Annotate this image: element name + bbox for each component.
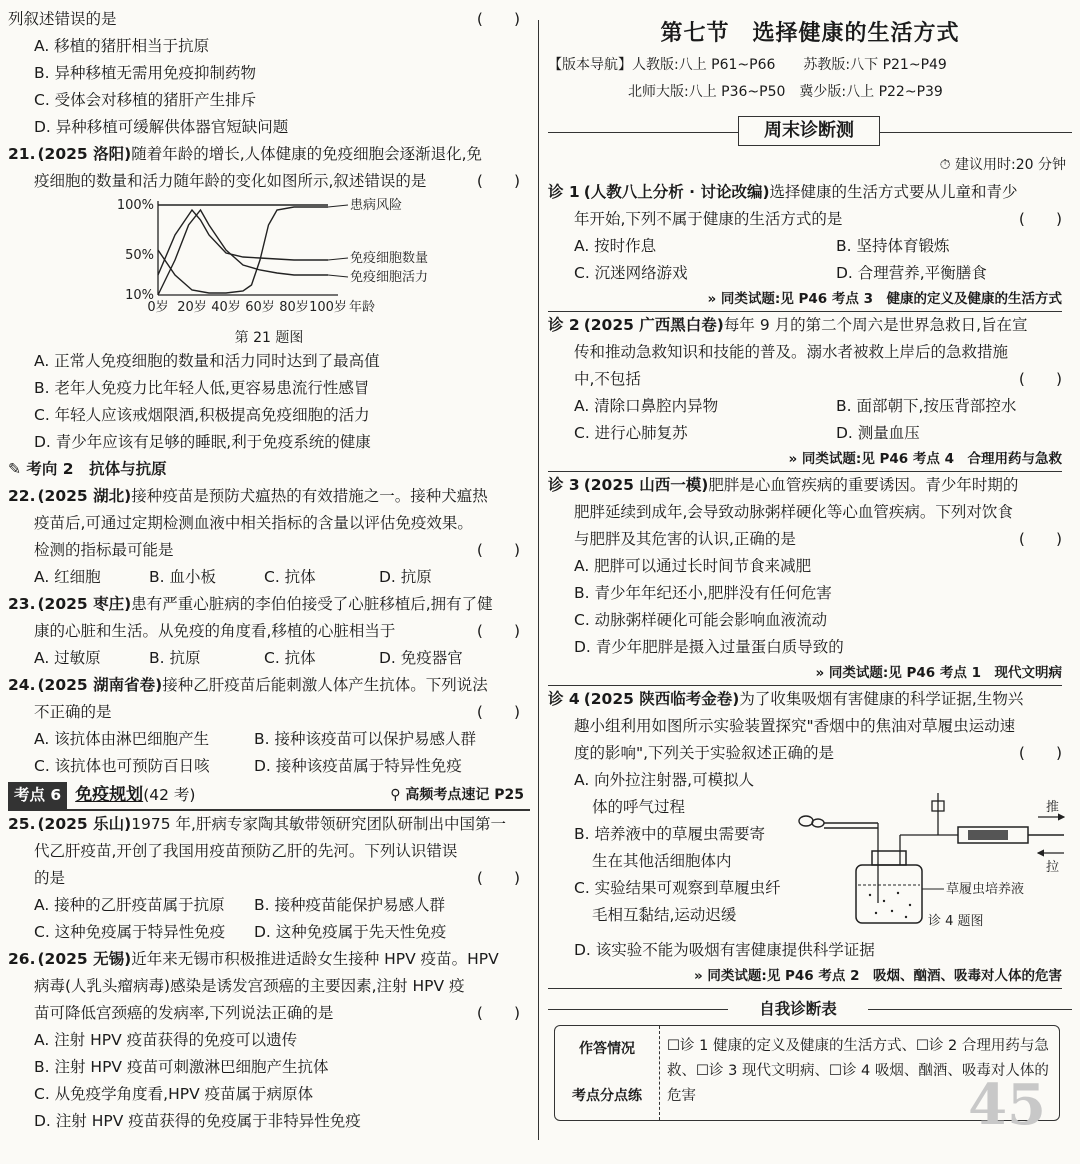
weekend-test-banner: [548, 112, 1072, 152]
z1-options-ab: A. 按时作息 B. 坚持体育锻炼: [574, 237, 950, 255]
q20-option-a: A. 移植的猪肝相当于抗原: [34, 37, 210, 55]
z3-option-d: D. 青少年肥胖是摄入过量蛋白质导致的: [574, 638, 844, 656]
z2-stem-2: 传和推动急救知识和技能的普及。溺水者被救上岸后的急救措施: [574, 343, 1009, 361]
left-column: [8, 0, 530, 1135]
q26-option-c: C. 从免疫学角度看,HPV 疫苗属于病原体: [34, 1085, 314, 1103]
kaodian-count: (42 考): [143, 786, 196, 804]
x-axis-label: 年龄: [348, 300, 376, 315]
kaodian-6-bar: [8, 782, 530, 811]
q21-line-chart: [8, 195, 530, 328]
q24-options-ab: A. 该抗体由淋巴细胞产生 B. 接种该疫苗可以保护易感人群: [34, 730, 476, 748]
legend-leader: [328, 205, 348, 207]
z3-option-c: C. 动脉粥样硬化可能会影响血液流动: [574, 611, 828, 629]
q25-stem-2: 代乙肝疫苗,开创了我国用疫苗预防乙肝的先河。下列认识错误: [34, 842, 458, 860]
culture-label: 草履虫培养液: [946, 882, 1025, 897]
kaodian-ref: ⚲ 高频考点速记 P25: [390, 787, 524, 803]
z2-stem-3: 中,不包括 ( ): [574, 370, 1062, 388]
q25-options-ab: A. 接种的乙肝疫苗属于抗原 B. 接种疫苗能保护易感人群: [34, 896, 445, 914]
z3-stem-2: 肥胖延续到成年,会导致动脉粥样硬化等心血管疾病。下列对饮食: [574, 503, 1013, 521]
q21-option-d: D. 青少年应该有足够的睡眠,利于免疫系统的健康: [34, 433, 371, 451]
x-tick-label: 80岁: [279, 300, 309, 315]
z3-stem-3: 与肥胖及其危害的认识,正确的是 ( ): [574, 530, 1062, 548]
z4-option-b-2: 生在其他活细胞体内: [592, 852, 732, 870]
self-diagnosis-checklist[interactable]: ☐诊 1 健康的定义及健康的生活方式、☐诊 2 合理用药与急救、☐诊 3 现代文明病、☐诊 4 吸烟、酗酒、吸毒对人体的危害: [667, 1038, 1049, 1104]
z4-similar-link[interactable]: » 同类试题:见 P46 考点 2 吸烟、酗酒、吸毒对人体的危害: [548, 964, 1062, 989]
q26-option-a: A. 注射 HPV 疫苗获得的免疫可以遗传: [34, 1031, 298, 1049]
q21-option-a: A. 正常人免疫细胞的数量和活力同时达到了最高值: [34, 352, 380, 370]
page-number: 45: [968, 1072, 1046, 1138]
q24-options-cd: C. 该抗体也可预防百日咳 D. 接种该疫苗属于特异性免疫: [34, 757, 462, 775]
q26-stem: 26. (2025 无锡)近年来无锡市积极推进适龄女生接种 HPV 疫苗。HPV: [8, 950, 499, 968]
z4-option-c-2: 毛相互黏结,运动迟缓: [592, 906, 737, 924]
syringe-filter: [968, 830, 1008, 840]
q20-option-d: D. 异种移植可缓解供体器官短缺问题: [34, 118, 289, 136]
z3-option-b: B. 青少年年纪还小,肥胖没有任何危害: [574, 584, 832, 602]
culture-bottle: [856, 865, 922, 923]
z4-options-text: [548, 767, 788, 929]
q25-options-cd: C. 这种免疫属于特异性免疫 D. 这种免疫属于先天性免疫: [34, 923, 447, 941]
q20-stem-tail: 列叙述错误的是 ( ): [8, 10, 520, 28]
pencil-icon: ✎: [8, 460, 27, 478]
z4-options-and-figure: [548, 767, 1072, 937]
z1-similar-link[interactable]: » 同类试题:见 P46 考点 3 健康的定义及健康的生活方式: [548, 287, 1062, 312]
x-tick-label: 100岁: [309, 300, 347, 315]
z4-option-c: C. 实验结果可观察到草履虫纤: [574, 879, 781, 897]
banner-title: 周末诊断测: [738, 116, 880, 146]
q23-stem-2: 康的心脏和生活。从免疫的角度看,移植的心脏相当于 ( ): [34, 622, 520, 640]
kaodian-title: 免疫规划: [75, 785, 144, 805]
y-tick-label: 50%: [125, 248, 154, 263]
z4-stem: 诊 4 (2025 陕西临考金卷)为了收集吸烟有害健康的科学证据,生物兴: [548, 690, 1024, 708]
y-tick-label: 10%: [125, 288, 154, 303]
q26-option-b: B. 注射 HPV 疫苗可刺激淋巴细胞产生抗体: [34, 1058, 329, 1076]
q21-caption: 第 21 题图: [234, 330, 304, 346]
kaodian-badge: 考点 6: [8, 782, 67, 809]
apparatus-svg: [788, 773, 1068, 933]
q25-stem-3: 的是 ( ): [34, 869, 520, 887]
series-legend-label: 免疫细胞数量: [350, 251, 429, 266]
legend-leader: [328, 258, 348, 260]
kaoxiang-2-heading: ✎ 考向 2 抗体与抗原: [8, 460, 167, 478]
q26-stem-3: 苗可降低宫颈癌的发病率,下列说法正确的是 ( ): [34, 1004, 520, 1022]
z2-stem: 诊 2 (2025 广西黑白卷)每年 9 月的第二个周六是世界急救日,旨在宣: [548, 316, 1028, 334]
cigarette-end: [799, 816, 813, 826]
cigarette-end-2: [812, 819, 824, 827]
x-tick-label: 20岁: [177, 300, 207, 315]
q26-option-d: D. 注射 HPV 疫苗获得的免疫属于非特异性免疫: [34, 1112, 361, 1130]
z3-similar-link[interactable]: » 同类试题:见 P46 考点 1 现代文明病: [548, 661, 1062, 686]
z4-stem-3: 度的影响",下列关于实验叙述正确的是 ( ): [574, 744, 1062, 762]
version-nav-1: 【版本导航】人教版:八上 P61~P66 苏教版:八下 P21~P49: [548, 57, 947, 73]
self-diagnosis-heading: 自我诊断表: [548, 995, 1072, 1025]
pull-label: 拉: [1046, 860, 1060, 875]
q21-option-c: C. 年轻人应该戒烟限酒,积极提高免疫细胞的活力: [34, 406, 370, 424]
z3-option-a: A. 肥胖可以通过长时间节食来减肥: [574, 557, 812, 575]
z2-similar-link[interactable]: » 同类试题:见 P46 考点 4 合理用药与急救: [548, 447, 1062, 472]
z1-stem: 诊 1 (人教八上分析 · 讨论改编)选择健康的生活方式要从儿童和青少: [548, 183, 1018, 201]
series-legend-label: 患病风险: [350, 198, 403, 213]
q21-chart: [8, 195, 530, 328]
y-tick-label: 100%: [116, 198, 154, 213]
q22-stem-2: 疫苗后,可通过定期检测血液中相关指标的含量以评估免疫效果。: [34, 514, 473, 532]
clock-icon: ⏱: [939, 157, 956, 173]
series-legend-label: 免疫细胞活力: [350, 270, 429, 285]
q21-stem-2: 疫细胞的数量和活力随年龄的变化如图所示,叙述错误的是 ( ): [34, 172, 520, 190]
right-column: [548, 0, 1072, 1121]
z1-stem-2: 年开始,下列不属于健康的生活方式的是 ( ): [574, 210, 1062, 228]
z4-option-b: B. 培养液中的草履虫需要寄: [574, 825, 765, 843]
z2-options-cd: C. 进行心肺复苏 D. 测量血压: [574, 424, 920, 442]
z4-option-a: A. 向外拉注射器,可模拟人: [574, 771, 755, 789]
column-divider: [538, 20, 539, 1140]
q24-stem: 24. (2025 湖南省卷)接种乙肝疫苗后能刺激人体产生抗体。下列说法: [8, 676, 488, 694]
z4-figure-caption: 诊 4 题图: [928, 914, 984, 929]
q24-stem-2: 不正确的是 ( ): [34, 703, 520, 721]
q22-stem: 22. (2025 湖北)接种疫苗是预防犬瘟热的有效措施之一。接种犬瘟热: [8, 487, 488, 505]
q20-option-b: B. 异种移植无需用免疫抑制药物: [34, 64, 256, 82]
paramecia-dots: [869, 892, 911, 918]
row-kaodian: 考点分点练: [572, 1088, 642, 1104]
version-nav-2: 北师大版:八上 P36~P50 冀少版:八上 P22~P39: [628, 84, 943, 100]
z4-option-a-2: 体的呼气过程: [592, 798, 686, 816]
link-icon: ⚲: [390, 787, 406, 803]
q21-option-b: B. 老年人免疫力比年轻人低,更容易患流行性感冒: [34, 379, 370, 397]
z1-options-cd: C. 沉迷网络游戏 D. 合理营养,平衡膳食: [574, 264, 987, 282]
section-title: 第七节 选择健康的生活方式: [660, 21, 960, 46]
q22-options: A. 红细胞 B. 血小板 C. 抗体 D. 抗原: [34, 568, 432, 586]
q22-stem-3: 检测的指标最可能是 ( ): [34, 541, 520, 559]
q23-stem: 23. (2025 枣庄)患有严重心脏病的李伯伯接受了心脏移植后,拥有了健: [8, 595, 493, 613]
z4-apparatus-figure: [788, 773, 1068, 937]
legend-leader: [328, 275, 348, 277]
series-line: [158, 207, 328, 293]
q20-option-c: C. 受体会对移植的猪肝产生排斥: [34, 91, 257, 109]
push-label: 推: [1046, 800, 1060, 815]
row-answer-status: 作答情况: [579, 1041, 635, 1057]
bottle-neck: [872, 851, 906, 865]
z3-stem: 诊 3 (2025 山西一模)肥胖是心血管疾病的重要诱因。青少年时期的: [548, 476, 1019, 494]
suggested-time: ⏱ 建议用时:20 分钟: [939, 157, 1066, 173]
q25-stem: 25. (2025 乐山)1975 年,肝病专家陶其敏带领研究团队研制出中国第一: [8, 815, 506, 833]
q23-options: A. 过敏原 B. 抗原 C. 抗体 D. 免疫器官: [34, 649, 463, 667]
z4-stem-2: 趣小组利用如图所示实验装置探究"香烟中的焦油对草履虫运动速: [574, 717, 1016, 735]
x-tick-label: 60岁: [245, 300, 275, 315]
z2-options-ab: A. 清除口鼻腔内异物 B. 面部朝下,按压背部控水: [574, 397, 1017, 415]
q21-stem: 21. (2025 洛阳)随着年龄的增长,人体健康的免疫细胞会逐渐退化,免: [8, 145, 483, 163]
z4-option-d: D. 该实验不能为吸烟有害健康提供科学证据: [574, 941, 875, 959]
q26-stem-2: 病毒(人乳头瘤病毒)感染是诱发宫颈癌的主要因素,注射 HPV 疫: [34, 977, 465, 995]
x-tick-label: 0岁: [147, 300, 169, 315]
x-tick-label: 40岁: [211, 300, 241, 315]
